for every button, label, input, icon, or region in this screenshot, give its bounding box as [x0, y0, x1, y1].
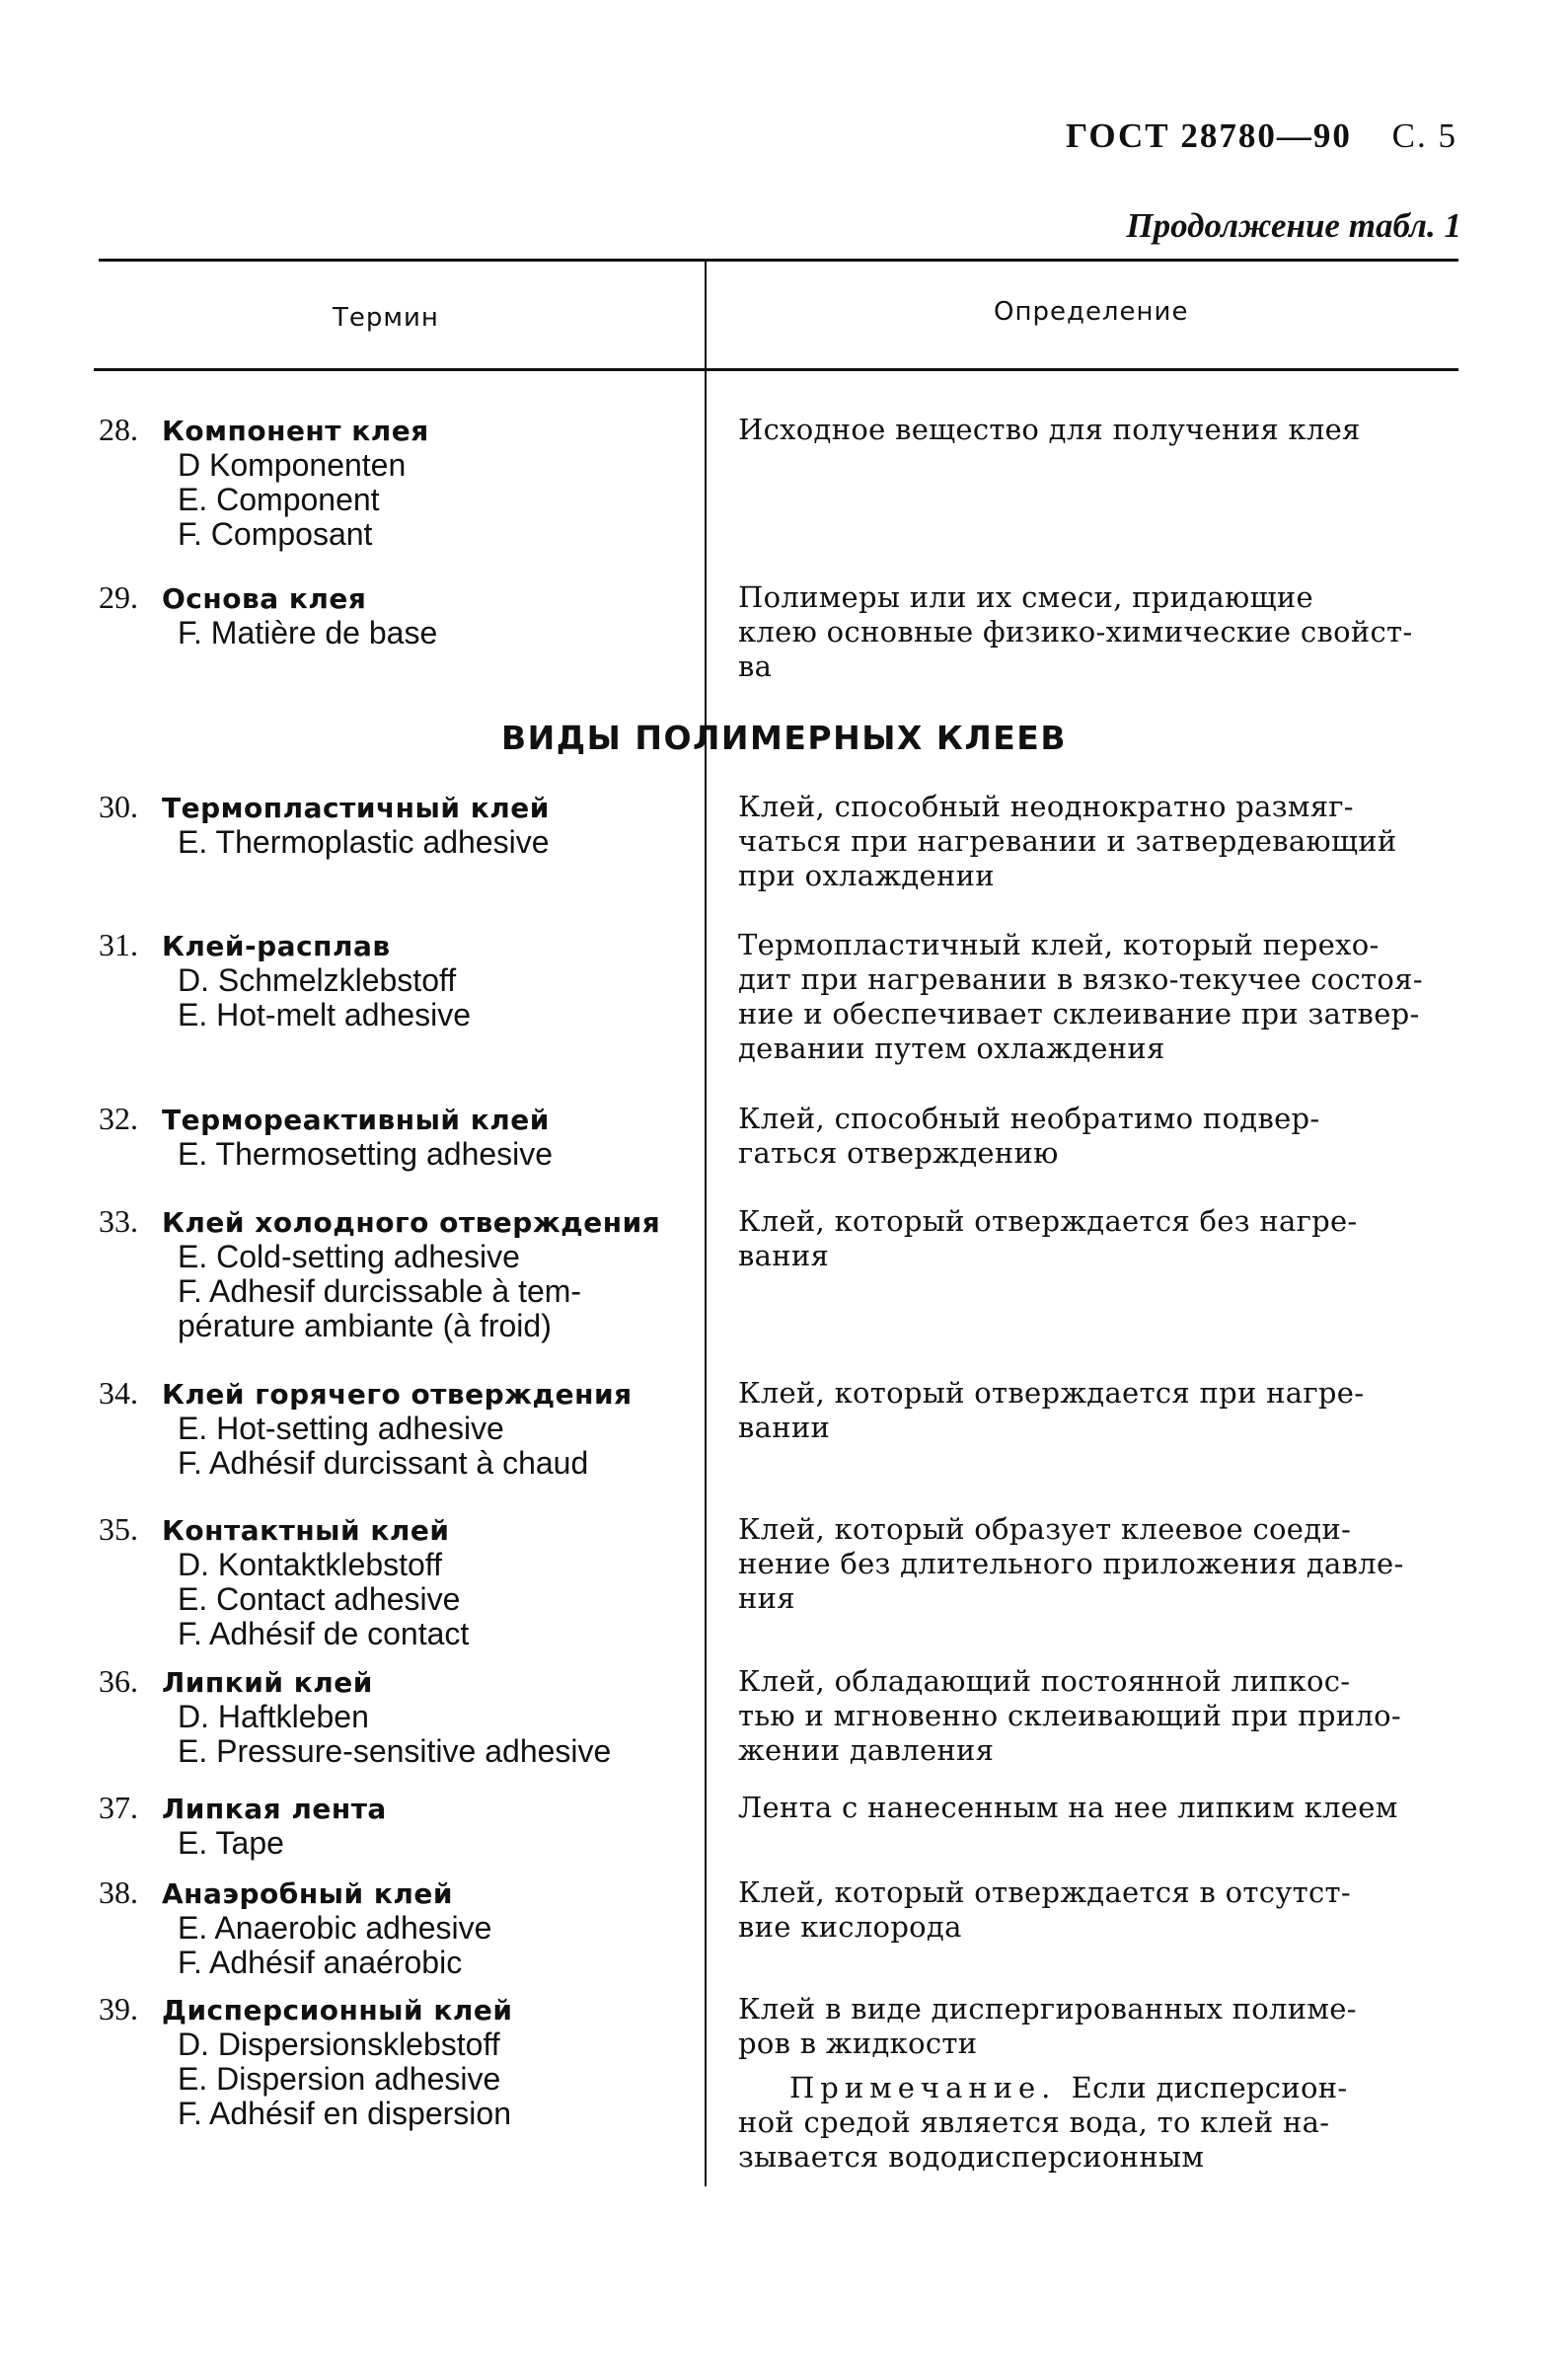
- term-name: Контактный клей: [162, 1514, 450, 1547]
- definition-cell: [738, 1664, 1468, 1768]
- term-number: 29.: [99, 579, 138, 615]
- definition-line: ров в жидкости: [738, 2026, 978, 2060]
- term-equivalent: D Komponenten: [178, 447, 407, 483]
- column-divider: [705, 262, 707, 2186]
- definition-line: Клей, который образует клеевое соеди-: [738, 1512, 1352, 1546]
- term-equivalent: D. Haftkleben: [178, 1699, 369, 1734]
- definition-line: тью и мгновенно склеивающий при прило-: [738, 1699, 1401, 1732]
- definition-cell: [738, 413, 1468, 447]
- definition-cell: [738, 1204, 1468, 1273]
- term-cell: [99, 580, 691, 650]
- definition-line: ва: [738, 650, 773, 683]
- definition-line: жении давления: [738, 1733, 995, 1767]
- term-number: 34.: [99, 1375, 138, 1411]
- term-cell: [99, 1204, 691, 1343]
- definition-line: Полимеры или их смеси, придающие: [738, 580, 1313, 614]
- definition-line: Клей, который отверждается при нагре-: [738, 1376, 1365, 1410]
- term-name: Компонент клея: [162, 415, 429, 447]
- term-number: 28.: [99, 412, 138, 447]
- definition-line: Клей в виде диспергированных полиме-: [738, 1992, 1357, 2026]
- term-equivalent: D. Dispersionsklebstoff: [178, 2026, 500, 2062]
- term-name: Анаэробный клей: [162, 1877, 453, 1910]
- definition-line: нение без длительного приложения давле-: [738, 1547, 1404, 1580]
- term-cell: [99, 1875, 691, 1980]
- term-equivalent: E. Thermoplastic adhesive: [178, 824, 550, 860]
- definition-cell: [738, 1875, 1468, 1945]
- term-equivalent: F. Adhésif anaérobic: [178, 1945, 463, 1980]
- definition-line: Клей, который отверждается в отсутст-: [738, 1875, 1351, 1909]
- term-number: 36.: [99, 1663, 138, 1699]
- term-equivalent: F. Matière de base: [178, 615, 438, 650]
- term-number: 30.: [99, 789, 138, 824]
- term-equivalent: E. Pressure-sensitive adhesive: [178, 1733, 612, 1769]
- definition-line: девании путем охлаждения: [738, 1032, 1165, 1065]
- term-equivalent: E. Contact adhesive: [178, 1581, 461, 1617]
- term-name: Термореактивный клей: [162, 1104, 550, 1136]
- definition-cell: [738, 1376, 1468, 1445]
- term-equivalent: F. Adhesif durcissable à tem-: [178, 1273, 582, 1309]
- term-cell: [99, 1102, 691, 1172]
- definition-line: дит при нагревании в вязко-текучее состоя-: [738, 962, 1423, 996]
- note-line: Если дисперсион-: [1071, 2071, 1348, 2104]
- definition-line: Клей, который отверждается без нагре-: [738, 1204, 1358, 1238]
- column-header-term: Термин: [333, 303, 439, 333]
- term-cell: [99, 928, 691, 1032]
- term-cell: [99, 1512, 691, 1651]
- term-name: Дисперсионный клей: [162, 1994, 513, 2026]
- term-name: Термопластичный клей: [162, 792, 550, 824]
- note-label: Примечание.: [789, 2071, 1072, 2104]
- term-cell: [99, 1992, 691, 2131]
- table-top-rule: [99, 259, 1458, 262]
- term-number: 39.: [99, 1991, 138, 2026]
- definition-line: чаться при нагревании и затвердевающий: [738, 824, 1397, 858]
- term-equivalent: E. Cold-setting adhesive: [178, 1239, 520, 1274]
- term-number: 37.: [99, 1790, 138, 1825]
- term-number: 33.: [99, 1203, 138, 1239]
- term-equivalent: E. Thermosetting adhesive: [178, 1136, 554, 1172]
- definition-line: ние и обеспечивает склеивание при затвер-: [738, 997, 1420, 1031]
- term-equivalent: D. Kontaktklebstoff: [178, 1547, 442, 1582]
- term-equivalent: E. Tape: [178, 1825, 284, 1861]
- term-equivalent: E. Anaerobic adhesive: [178, 1910, 492, 1946]
- page-number: С. 5: [1391, 116, 1457, 155]
- definition-cell: [738, 1102, 1468, 1171]
- definition-line: при охлаждении: [738, 859, 995, 892]
- term-number: 31.: [99, 927, 138, 962]
- definition-line: Клей, обладающий постоянной липкос-: [738, 1664, 1351, 1698]
- term-equivalent: F. Adhésif de contact: [178, 1616, 470, 1651]
- term-name: Клей-расплав: [162, 930, 391, 962]
- column-header-definition: Определение: [994, 297, 1189, 327]
- term-cell: [99, 1664, 691, 1769]
- definition-note: [738, 2071, 1468, 2175]
- term-number: 32.: [99, 1101, 138, 1136]
- term-cell: [99, 790, 691, 860]
- term-number: 35.: [99, 1511, 138, 1547]
- definition-line: гаться отверждению: [738, 1136, 1059, 1170]
- definition-line: Лента с нанесенным на нее липким клеем: [738, 1791, 1398, 1824]
- definition-line: Исходное вещество для получения клея: [738, 413, 1361, 446]
- definition-line: вании: [738, 1411, 831, 1444]
- definition-line: Клей, способный неоднократно размяг-: [738, 790, 1354, 823]
- term-name: Клей холодного отверждения: [162, 1206, 661, 1239]
- term-cell: [99, 413, 691, 552]
- standard-number: ГОСТ 28780—90: [1065, 116, 1352, 155]
- term-equivalent: F. Adhésif en dispersion: [178, 2096, 511, 2131]
- table-header-rule: [94, 368, 1458, 371]
- term-equivalent: F. Composant: [178, 516, 373, 552]
- definition-cell: [738, 1992, 1468, 2175]
- term-name: Липкая лента: [162, 1793, 387, 1825]
- definition-cell: [738, 1512, 1468, 1616]
- definition-cell: [738, 790, 1468, 893]
- definition-line: вания: [738, 1239, 830, 1272]
- continuation-label: Продолжение табл. 1: [1126, 206, 1461, 245]
- definition-cell: [738, 928, 1468, 1066]
- term-equivalent: E. Dispersion adhesive: [178, 2061, 501, 2097]
- definition-cell: [738, 580, 1468, 684]
- definition-line: Клей, способный необратимо подвер-: [738, 1102, 1320, 1135]
- term-equivalent: D. Schmelzklebstoff: [178, 962, 457, 998]
- term-cell: [99, 1376, 691, 1481]
- note-line: ной средой является вода, то клей на-: [738, 2105, 1330, 2139]
- definition-line: клею основные физико-химические свойст-: [738, 615, 1413, 649]
- term-equivalent: E. Hot-melt adhesive: [178, 997, 472, 1032]
- term-equivalent: E. Component: [178, 482, 380, 517]
- term-name: Основа клея: [162, 582, 367, 615]
- page-header: [1066, 116, 1457, 156]
- note-line: зывается вододисперсионным: [738, 2140, 1205, 2174]
- section-title: ВИДЫ ПОЛИМЕРНЫХ КЛЕЕВ: [501, 719, 1067, 757]
- definition-line: Термопластичный клей, который перехо-: [738, 928, 1380, 961]
- term-equivalent: pérature ambiante (à froid): [178, 1308, 552, 1343]
- term-name: Липкий клей: [162, 1666, 373, 1699]
- term-number: 38.: [99, 1874, 138, 1910]
- term-equivalent: F. Adhésif durcissant à chaud: [178, 1445, 589, 1481]
- term-cell: [99, 1791, 691, 1861]
- definition-line: вие кислорода: [738, 1910, 962, 1944]
- term-equivalent: E. Hot-setting adhesive: [178, 1411, 504, 1446]
- definition-line: ния: [738, 1581, 795, 1615]
- term-name: Клей горячего отверждения: [162, 1378, 633, 1411]
- definition-cell: [738, 1791, 1468, 1825]
